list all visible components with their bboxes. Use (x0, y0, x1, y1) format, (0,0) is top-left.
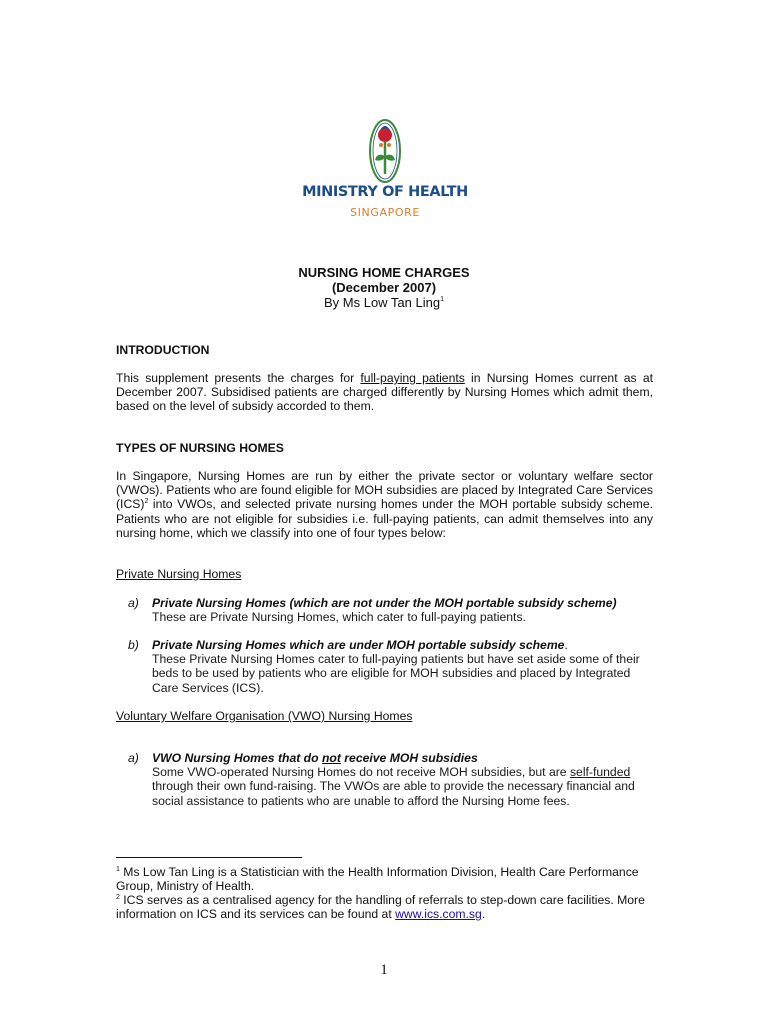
footnote-divider (116, 857, 302, 858)
ics-website-link[interactable]: www.ics.com.sg (395, 907, 482, 922)
private-item-a (152, 596, 662, 624)
private-item-b-label: b) (128, 638, 139, 652)
intro-text-start: This supplement presents the charges for (116, 371, 361, 385)
vwo-item-a (152, 751, 644, 808)
logo-ministry-text: MINISTRY OF HEALTH (302, 184, 468, 200)
private-item-b-period: . (564, 638, 568, 652)
document-title-block (0, 265, 768, 310)
footnote-1-text: Ms Low Tan Ling is a Statistician with the Health Information Division, Health Care Performance Group, Ministry of Health. (116, 865, 639, 894)
footnote-1-number: 1 (116, 866, 120, 873)
moh-emblem-icon (300, 118, 470, 184)
types-footnote-ref: 2 (144, 498, 149, 506)
intro-paragraph (116, 371, 653, 414)
moh-logo (300, 118, 470, 228)
vwo-item-a-body-end: through their own fund-raising. The VWOs are able to provide the necessary financial and social assistance to patients who are unable to afford the Nursing Home fees. (152, 779, 635, 808)
footnote-2 (116, 893, 656, 921)
intro-heading: INTRODUCTION (116, 343, 210, 357)
vwo-item-a-label: a) (128, 751, 139, 765)
private-item-b-body: These Private Nursing Homes cater to full-paying patients but have set aside some of their beds to be used by patients who are eligible for MOH subsidies and placed by Integrated Care Services (ICS). (152, 652, 640, 695)
author-footnote-ref: 1 (440, 296, 444, 303)
page-number: 1 (380, 962, 388, 978)
author-name: By Ms Low Tan Ling (323, 295, 441, 310)
private-heading: Private Nursing Homes (116, 567, 242, 581)
vwo-item-a-title-end: receive MOH subsidies (340, 751, 478, 765)
private-item-b (152, 638, 652, 695)
footnote-2-text: ICS serves as a centralised agency for the handling of referrals to step-down care facilities. More information on ICS and its services can be found at (116, 893, 645, 922)
vwo-heading: Voluntary Welfare Organisation (VWO) Nursing Homes (116, 709, 413, 723)
vwo-item-a-title (152, 751, 644, 765)
private-item-a-body: These are Private Nursing Homes, which cater to full-paying patients. (152, 610, 526, 625)
types-text-start: In Singapore, Nursing Homes are run by either the private sector or voluntary welfare sector (VWOs). Patients who are found eligible for MOH subsidies are placed by Integrated Care Services (ICS) (116, 469, 653, 512)
types-paragraph (116, 469, 653, 540)
footnote-2-number: 2 (116, 894, 120, 901)
footnote-1 (116, 865, 656, 893)
vwo-item-a-body-start: Some VWO-operated Nursing Homes do not receive MOH subsidies, but are (152, 765, 570, 780)
intro-underlined-text: full-paying patients (360, 371, 465, 385)
private-item-a-title: Private Nursing Homes (which are not under the MOH portable subsidy scheme) (152, 596, 617, 610)
vwo-item-a-title-start: VWO Nursing Homes that do (152, 751, 322, 765)
intro-text-end: in Nursing Homes current as at December 2007. Subsidised patients are charged differently by Nursing Homes which admit them, based on the level of subsidy accorded to them. (116, 371, 654, 414)
private-item-a-label: a) (128, 596, 139, 610)
vwo-item-a-body-underlined: self-funded (569, 765, 631, 780)
document-title: NURSING HOME CHARGES (298, 265, 470, 280)
footnote-2-end: . (481, 907, 486, 922)
document-date: (December 2007) (331, 280, 437, 295)
types-text-end: into VWOs, and selected private nursing homes under the MOH portable subsidy scheme. Patients who are not eligible for subsidies i.e. full-paying patients, can admit themselves into any nursing home, which we classify into one of four types below: (116, 497, 653, 540)
vwo-item-a-title-not: not (321, 751, 341, 765)
vwo-item-a-body (152, 765, 644, 808)
types-heading: TYPES OF NURSING HOMES (116, 441, 284, 455)
private-item-b-title: Private Nursing Homes which are under MOH portable subsidy scheme (152, 638, 565, 652)
document-author (0, 295, 768, 310)
logo-country-text: SINGAPORE (350, 206, 420, 219)
